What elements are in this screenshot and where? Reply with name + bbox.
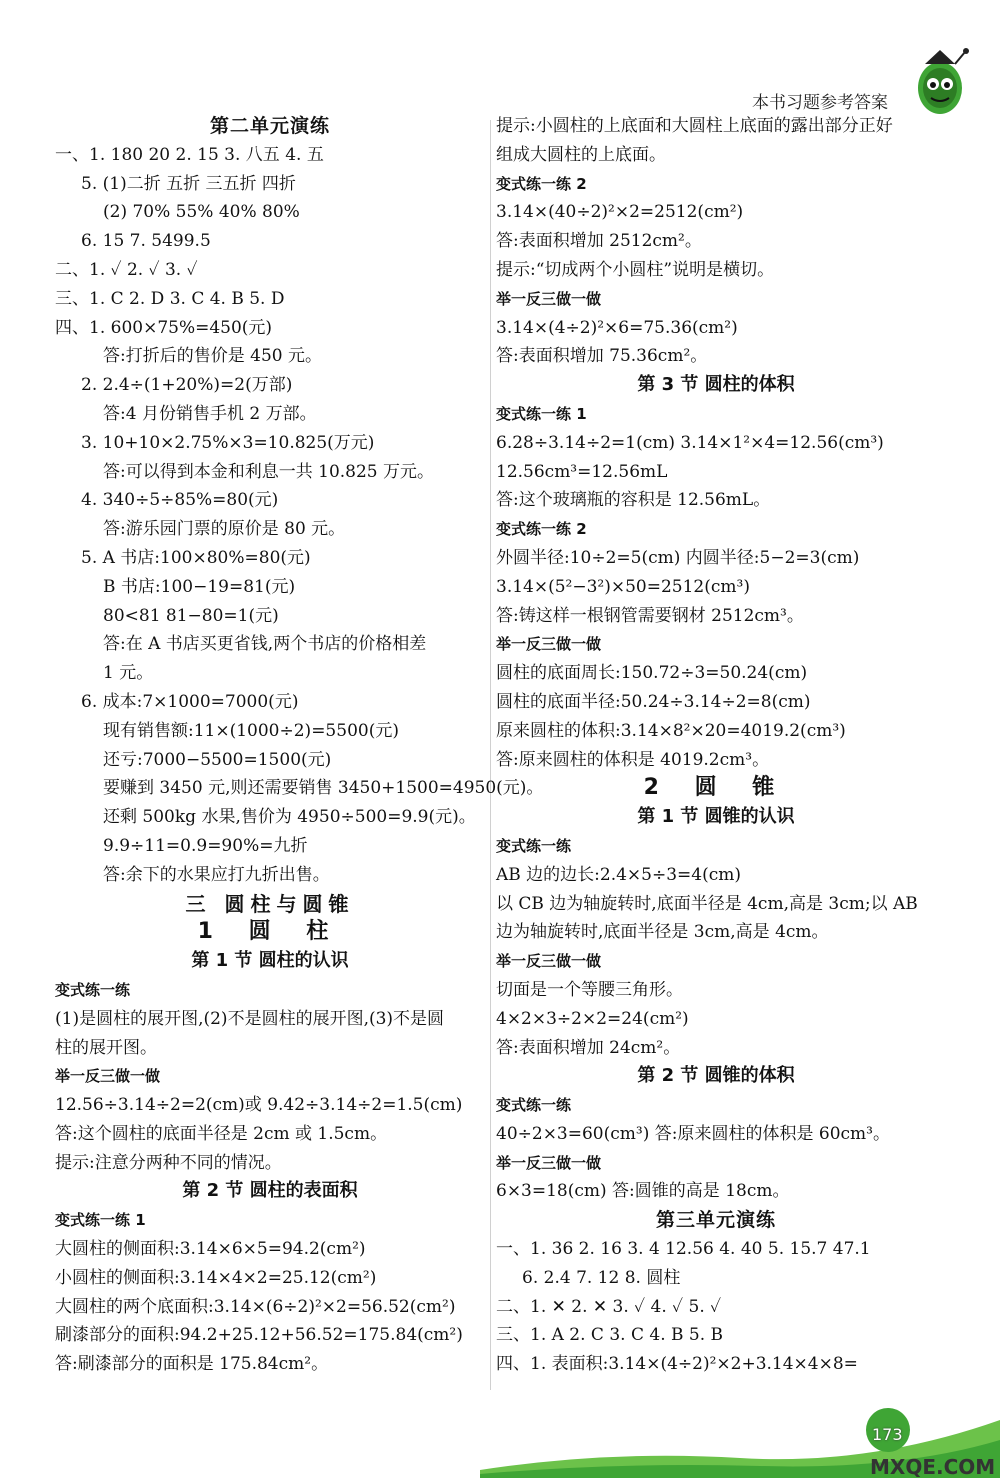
mascot-logo-icon — [905, 40, 975, 120]
left-text-line: 提示:注意分两种不同的情况。 — [55, 1152, 282, 1173]
left-text-line: 答:在 A 书店买更省钱,两个书店的价格相差 — [103, 634, 427, 655]
left-text-line: 大圆柱的侧面积:3.14×6×5=94.2(cm²) — [55, 1239, 366, 1260]
left-text-line: 第 1 节 圆柱的认识 — [191, 950, 349, 972]
left-text-line: (1)是圆柱的展开图,(2)不是圆柱的展开图,(3)不是圆 — [55, 1008, 445, 1029]
left-text-line: 答:余下的水果应打九折出售。 — [103, 864, 330, 885]
right-text-line: 3.14×(4÷2)²×6=75.36(cm²) — [496, 317, 738, 338]
right-text-line: 12.56cm³=12.56mL — [496, 461, 668, 482]
left-text-line: 三、1. C 2. D 3. C 4. B 5. D — [55, 288, 285, 309]
right-text-line: 答:表面积增加 2512cm²。 — [496, 231, 702, 252]
left-text-line: 答:打折后的售价是 450 元。 — [103, 346, 322, 367]
left-text-line: 一、1. 180 20 2. 15 3. 八五 4. 五 — [55, 144, 324, 165]
right-text-line: 3.14×(40÷2)²×2=2512(cm²) — [496, 202, 744, 223]
left-text-line: 举一反三做一做 — [55, 1067, 161, 1086]
right-text-line: 圆柱的底面半径:50.24÷3.14÷2=8(cm) — [496, 691, 811, 712]
right-text-line: 答:这个玻璃瓶的容积是 12.56mL。 — [496, 490, 771, 511]
left-text-line: 3. 10+10×2.75%×3=10.825(万元) — [81, 432, 375, 453]
header-title: 本书习题参考答案 — [752, 93, 888, 113]
left-text-line: 刷漆部分的面积:94.2+25.12+56.52=175.84(cm²) — [55, 1325, 463, 1346]
left-text-line: 12.56÷3.14÷2=2(cm)或 9.42÷3.14÷2=1.5(cm) — [55, 1095, 463, 1116]
right-text-line: 答:铸这样一根钢管需要钢材 2512cm³。 — [496, 605, 804, 626]
right-text-line: 2 圆 锥 — [643, 775, 789, 801]
right-text-line: 第 3 节 圆柱的体积 — [637, 374, 795, 396]
right-text-line: 第 2 节 圆锥的体积 — [637, 1065, 795, 1087]
right-text-line: 提示:“切成两个小圆柱”说明是横切。 — [496, 259, 775, 280]
left-text-line: 第 2 节 圆柱的表面积 — [182, 1180, 358, 1202]
column-divider — [490, 120, 491, 1390]
right-text-line: 边为轴旋转时,底面半径是 3cm,高是 4cm。 — [496, 922, 829, 943]
right-text-line: 举一反三做一做 — [496, 635, 602, 654]
left-text-line: 变式练一练 1 — [55, 1211, 146, 1230]
right-text-line: 变式练一练 2 — [496, 174, 587, 193]
right-text-line: 4×2×3÷2×2=24(cm²) — [496, 1008, 689, 1029]
right-text-line: 四、1. 表面积:3.14×(4÷2)²×2+3.14×4×8= — [496, 1354, 858, 1375]
page-number: 173 — [872, 1425, 903, 1444]
left-text-line: 答:这个圆柱的底面半径是 2cm 或 1.5cm。 — [55, 1123, 388, 1144]
left-text-line: 80<81 81−80=1(元) — [103, 605, 279, 626]
right-text-line: 6.28÷3.14÷2=1(cm) 3.14×1²×4=12.56(cm³) — [496, 432, 884, 453]
right-text-line: 第 1 节 圆锥的认识 — [637, 806, 795, 828]
right-text-line: 外圆半径:10÷2=5(cm) 内圆半径:5−2=3(cm) — [496, 547, 860, 568]
right-text-line: 3.14×(5²−3²)×50=2512(cm³) — [496, 576, 750, 597]
right-text-line: 三、1. A 2. C 3. C 4. B 5. B — [496, 1325, 724, 1346]
left-text-line: 4. 340÷5÷85%=80(元) — [81, 490, 279, 511]
right-text-line: 变式练一练 2 — [496, 520, 587, 539]
left-text-line: 现有销售额:11×(1000÷2)=5500(元) — [103, 720, 399, 741]
left-text-line: 1 圆 柱 — [197, 919, 343, 945]
right-text-line: 40÷2×3=60(cm³) 答:原来圆柱的体积是 60cm³。 — [496, 1123, 890, 1144]
right-text-line: 一、1. 36 2. 16 3. 4 12.56 4. 40 5. 15.7 47.1 — [496, 1239, 871, 1260]
left-text-line: 2. 2.4÷(1+20%)=2(万部) — [81, 375, 293, 396]
left-text-line: 二、1. ✓ 2. ✓ 3. ✓ — [55, 259, 198, 280]
left-text-line: (2) 70% 55% 40% 80% — [103, 202, 300, 223]
right-text-line: 原来圆柱的体积:3.14×8²×20=4019.2(cm³) — [496, 720, 846, 741]
left-text-line: 答:游乐园门票的原价是 80 元。 — [103, 519, 346, 540]
watermark-text: MXQE.COM — [870, 1455, 996, 1479]
right-text-line: 切面是一个等腰三角形。 — [496, 979, 683, 1000]
left-text-line: 第二单元演练 — [209, 115, 330, 137]
right-text-line: 答:表面积增加 24cm²。 — [496, 1037, 681, 1058]
left-text-line: 6. 成本:7×1000=7000(元) — [81, 691, 299, 712]
left-text-line: 答:可以得到本金和利息一共 10.825 万元。 — [103, 461, 435, 482]
left-text-line: 小圆柱的侧面积:3.14×4×2=25.12(cm²) — [55, 1267, 377, 1288]
right-text-line: 举一反三做一做 — [496, 289, 602, 308]
left-text-line: 柱的展开图。 — [55, 1037, 157, 1058]
right-text-line: 变式练一练 — [496, 1096, 572, 1115]
right-text-line: 第三单元演练 — [655, 1209, 776, 1232]
left-text-line: 三 圆柱与圆锥 — [185, 891, 355, 916]
right-text-line: AB 边的边长:2.4×5÷3=4(cm) — [496, 864, 742, 885]
right-text-line: 提示:小圆柱的上底面和大圆柱上底面的露出部分正好 — [496, 116, 893, 136]
right-text-line: 答:原来圆柱的体积是 4019.2cm³。 — [496, 749, 770, 770]
left-text-line: 1 元。 — [103, 663, 154, 684]
right-text-line: 举一反三做一做 — [496, 1153, 602, 1172]
left-text-line: 还亏:7000−5500=1500(元) — [103, 749, 332, 770]
right-text-line: 举一反三做一做 — [496, 952, 602, 971]
right-text-line: 答:表面积增加 75.36cm²。 — [496, 346, 708, 367]
left-text-line: 5. (1)二折 五折 三五折 四折 — [81, 173, 296, 194]
right-text-line: 变式练一练 — [496, 836, 572, 855]
left-text-line: 还剩 500kg 水果,售价为 4950÷500=9.9(元)。 — [103, 807, 476, 828]
right-text-line: 6. 2.4 7. 12 8. 圆柱 — [522, 1267, 681, 1288]
left-text-line: 答:刷漆部分的面积是 175.84cm²。 — [55, 1354, 329, 1375]
right-column — [496, 112, 936, 1379]
left-text-line: 变式练一练 — [55, 980, 131, 999]
left-text-line: 大圆柱的两个底面积:3.14×(6÷2)²×2=56.52(cm²) — [55, 1296, 456, 1317]
right-text-line: 以 CB 边为轴旋转时,底面半径是 4cm,高是 3cm;以 AB — [496, 893, 918, 914]
right-text-line: 6×3=18(cm) 答:圆锥的高是 18cm。 — [496, 1181, 790, 1202]
left-text-line: 6. 15 7. 5499.5 — [81, 231, 211, 252]
right-text-line: 圆柱的底面周长:150.72÷3=50.24(cm) — [496, 663, 808, 684]
right-text-line: 变式练一练 1 — [496, 404, 587, 423]
right-text-line: 组成大圆柱的上底面。 — [496, 144, 666, 165]
left-text-line: 要赚到 3450 元,则还需要销售 3450+1500=4950(元)。 — [103, 778, 544, 799]
left-text-line: 5. A 书店:100×80%=80(元) — [81, 547, 311, 568]
left-text-line: 9.9÷11=0.9=90%=九折 — [103, 835, 308, 856]
left-text-line: 四、1. 600×75%=450(元) — [55, 317, 273, 338]
right-text-line: 二、1. ✕ 2. ✕ 3. ✓ 4. ✓ 5. ✓ — [496, 1296, 722, 1317]
left-text-line: B 书店:100−19=81(元) — [103, 576, 296, 597]
left-text-line: 答:4 月份销售手机 2 万部。 — [103, 403, 317, 424]
